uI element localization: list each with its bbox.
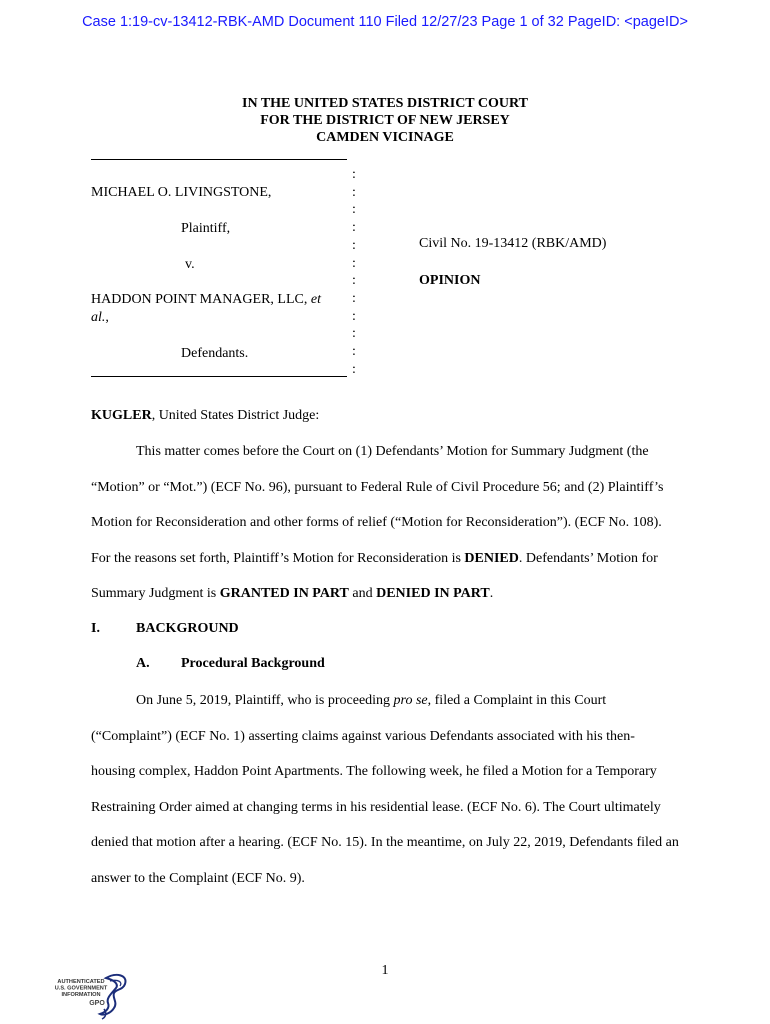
subsection-letter: A. bbox=[136, 656, 150, 671]
seal-line-4: GPO bbox=[89, 1000, 105, 1007]
background-text-2: , filed a Complaint in this Court (“Complaint”) (ECF No. 1) asserting claims against various Defendants associated with his then-housing complex, Haddon Point Apartments. The following week, he filed a Motion for a Temporary Restraining Order aimed at changing terms in his residential lease. (ECF No. 6). The Court ultimately denied that motion after a hearing. (ECF No. 15). In the meantime, on July 22, 2019, Defendants filed an answer to the Complaint (ECF No. 9). bbox=[91, 693, 679, 886]
section-number: I. bbox=[91, 621, 100, 636]
defendant-name bbox=[91, 291, 321, 309]
seal-line-2: U.S. GOVERNMENT bbox=[54, 985, 108, 992]
plaintiff-role: Plaintiff, bbox=[181, 221, 231, 236]
subsection-title: Procedural Background bbox=[181, 656, 325, 671]
caption-colon: : bbox=[352, 220, 356, 236]
document-type: OPINION bbox=[419, 273, 481, 288]
defendant-al: al. bbox=[91, 310, 106, 325]
versus: v. bbox=[185, 257, 195, 272]
background-pro-se: pro se bbox=[393, 693, 428, 708]
page-number: 1 bbox=[381, 963, 389, 978]
caption-colon: : bbox=[352, 167, 356, 182]
caption-colon: : bbox=[352, 326, 356, 342]
defendant-etal-comma: , bbox=[105, 310, 109, 325]
civil-number: Civil No. 19-13412 (RBK/AMD) bbox=[419, 236, 607, 251]
defendant-name-continued bbox=[91, 309, 109, 327]
caption-colon: : bbox=[352, 237, 356, 253]
intro-text-1: This matter comes before the Court on (1) Defendants’ Motion for Summary Judgment (the “Motion” or “Mot.”) (ECF No. 96), pursuant to Federal Rule of Civil Procedure 56; and (2) Plaintiff’s Motion for Reconsideration and other forms of relief (“Motion for Reconsideration”). (ECF No. 108). For the reasons set forth, Plaintiff’s Motion for Reconsideration is bbox=[91, 444, 664, 566]
judge-name: KUGLER bbox=[91, 408, 152, 423]
gpo-authentication-seal bbox=[44, 972, 134, 1020]
caption-colon-column bbox=[352, 166, 362, 378]
seal-line-3: INFORMATION bbox=[61, 992, 101, 998]
caption-colon: : bbox=[352, 308, 356, 324]
intro-end: . bbox=[489, 586, 494, 601]
intro-denied: DENIED bbox=[464, 550, 519, 566]
court-title-line-3: CAMDEN VICINAGE bbox=[316, 130, 454, 145]
court-title-line-1: IN THE UNITED STATES DISTRICT COURT bbox=[242, 96, 528, 111]
background-paragraph bbox=[91, 683, 679, 896]
defendant-et: et bbox=[310, 292, 321, 307]
court-title-line-2: FOR THE DISTRICT OF NEW JERSEY bbox=[260, 113, 510, 128]
caption-colon: : bbox=[352, 273, 356, 289]
plaintiff-name: MICHAEL O. LIVINGSTONE, bbox=[91, 185, 272, 200]
intro-paragraph bbox=[91, 434, 679, 612]
caption-colon: : bbox=[352, 290, 356, 306]
defendant-name-text: HADDON POINT MANAGER, LLC, bbox=[91, 292, 308, 307]
caption-colon: : bbox=[352, 184, 356, 200]
judge-title: , United States District Judge: bbox=[151, 408, 320, 423]
court-title bbox=[0, 95, 770, 146]
caption-colon: : bbox=[352, 344, 356, 360]
caption-colon: : bbox=[352, 255, 356, 271]
seal-line-1: AUTHENTICATED bbox=[57, 979, 105, 985]
intro-granted-in-part: GRANTED IN PART bbox=[219, 586, 349, 601]
caption-top-rule bbox=[91, 159, 347, 160]
caption-bottom-rule bbox=[91, 376, 347, 377]
defendant-role: Defendants. bbox=[181, 346, 249, 361]
judge-line bbox=[91, 407, 319, 425]
caption-colon: : bbox=[352, 361, 356, 377]
case-header-stamp: Case 1:19-cv-13412-RBK-AMD Document 110 Filed 12/27/23 Page 1 of 32 PageID: <pageID> bbox=[82, 14, 688, 30]
caption-colon: : bbox=[352, 202, 356, 218]
background-text-1: On June 5, 2019, Plaintiff, who is proceeding bbox=[136, 693, 394, 708]
section-title: BACKGROUND bbox=[136, 621, 239, 636]
intro-text-2: . Defendants’ Motion for Summary Judgment is bbox=[91, 550, 658, 601]
intro-and: and bbox=[348, 586, 377, 601]
intro-denied-in-part: DENIED IN PART bbox=[376, 586, 490, 601]
